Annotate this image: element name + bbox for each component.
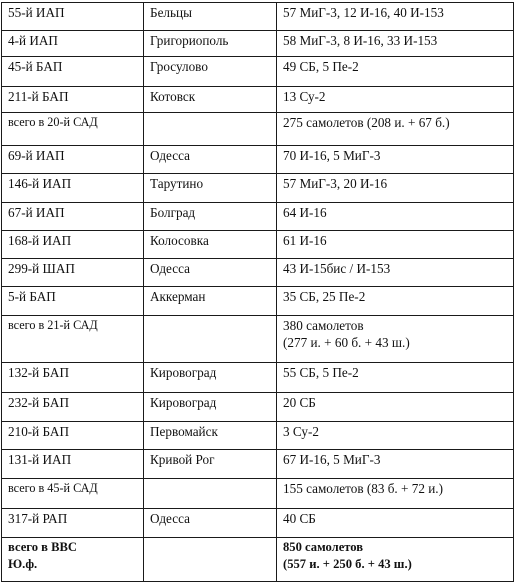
table-row — [2, 287, 514, 316]
base-cell — [144, 479, 277, 508]
aircraft-line: 43 И-15бис / И-153 — [283, 260, 391, 276]
unit-cell: всего в 45-й САД — [2, 479, 144, 508]
unit-line: Ю.ф. — [8, 556, 38, 571]
unit-cell: всего в 21-й САД — [2, 316, 144, 363]
base-cell: Аккерман — [144, 287, 277, 316]
aircraft-line: 57 МиГ-3, 20 И-16 — [283, 176, 388, 192]
unit-cell: 232-й БАП — [2, 392, 144, 421]
unit-cell: 210-й БАП — [2, 421, 144, 449]
aircraft-line: 380 самолетов — [283, 318, 364, 334]
table-row — [2, 230, 514, 258]
base-cell: Колосовка — [144, 230, 277, 258]
base-cell — [144, 316, 277, 363]
unit-cell: 45-й БАП — [2, 57, 144, 86]
aircraft-line: 3 Су-2 — [283, 423, 319, 439]
table-row — [2, 86, 514, 112]
base-cell: Тарутино — [144, 174, 277, 202]
aircraft-cell — [277, 508, 514, 537]
base-cell — [144, 537, 277, 581]
aircraft-line: 70 И-16, 5 МиГ-3 — [283, 148, 381, 164]
table-row — [2, 174, 514, 202]
aircraft-cell — [277, 202, 514, 230]
unit-cell: 4-й ИАП — [2, 31, 144, 57]
aircraft-cell — [277, 31, 514, 57]
base-cell: Кировоград — [144, 363, 277, 392]
base-cell: Одесса — [144, 508, 277, 537]
base-cell: Одесса — [144, 146, 277, 174]
aircraft-line: 55 СБ, 5 Пе-2 — [283, 365, 359, 381]
aircraft-line: 850 самолетов — [283, 539, 364, 554]
table-row — [2, 421, 514, 449]
unit-cell: 317-й РАП — [2, 508, 144, 537]
aircraft-line: 40 СБ — [283, 510, 316, 526]
base-cell: Григориополь — [144, 31, 277, 57]
unit-cell: 132-й БАП — [2, 363, 144, 392]
base-cell: Кировоград — [144, 392, 277, 421]
aircraft-cell — [277, 363, 514, 392]
subtotal-row — [2, 316, 514, 363]
aircraft-line: 67 И-16, 5 МиГ-3 — [283, 452, 381, 468]
unit-line: всего в ВВС — [8, 539, 77, 554]
aircraft-line: 35 СБ, 25 Пе-2 — [283, 289, 366, 305]
aircraft-cell — [277, 479, 514, 508]
table-row — [2, 57, 514, 86]
aircraft-cell — [277, 316, 514, 363]
aircraft-cell — [277, 174, 514, 202]
unit-cell: 211-й БАП — [2, 86, 144, 112]
unit-cell: 146-й ИАП — [2, 174, 144, 202]
table-row — [2, 450, 514, 479]
aircraft-line: 155 самолетов (83 б. + 72 и.) — [283, 481, 443, 497]
aircraft-cell — [277, 146, 514, 174]
aviation-units-table — [1, 2, 514, 582]
table-row — [2, 3, 514, 31]
table-row — [2, 146, 514, 174]
unit-cell: 168-й ИАП — [2, 230, 144, 258]
aircraft-line: 13 Су-2 — [283, 88, 326, 104]
base-cell: Бельцы — [144, 3, 277, 31]
aircraft-line: (277 и. + 60 б. + 43 ш.) — [283, 335, 410, 351]
unit-cell: 69-й ИАП — [2, 146, 144, 174]
aircraft-line: 20 СБ — [283, 394, 316, 410]
aircraft-cell — [277, 57, 514, 86]
aircraft-cell — [277, 230, 514, 258]
aircraft-line: 58 МиГ-3, 8 И-16, 33 И-153 — [283, 33, 438, 49]
base-cell: Кривой Рог — [144, 450, 277, 479]
aircraft-line: 57 МиГ-3, 12 И-16, 40 И-153 — [283, 5, 444, 20]
aircraft-cell — [277, 287, 514, 316]
table-row — [2, 392, 514, 421]
table-body — [2, 3, 514, 582]
aircraft-cell — [277, 258, 514, 286]
table-row — [2, 508, 514, 537]
base-cell — [144, 112, 277, 145]
table-row — [2, 258, 514, 286]
aircraft-line: (557 и. + 250 б. + 43 ш.) — [283, 556, 412, 571]
unit-cell: всего в 20-й САД — [2, 112, 144, 145]
aircraft-line: 61 И-16 — [283, 232, 327, 248]
base-cell: Котовск — [144, 86, 277, 112]
base-cell: Гросулово — [144, 57, 277, 86]
aircraft-cell — [277, 421, 514, 449]
base-cell: Одесса — [144, 258, 277, 286]
aircraft-line: 49 СБ, 5 Пе-2 — [283, 59, 359, 75]
unit-cell: 55-й ИАП — [2, 3, 144, 31]
aircraft-cell — [277, 450, 514, 479]
subtotal-row — [2, 479, 514, 508]
table-row — [2, 202, 514, 230]
aircraft-line: 275 самолетов (208 и. + 67 б.) — [283, 114, 450, 130]
aircraft-cell — [277, 112, 514, 145]
table-row — [2, 363, 514, 392]
aircraft-cell — [277, 537, 514, 581]
unit-cell: 67-й ИАП — [2, 202, 144, 230]
unit-cell: 299-й ШАП — [2, 258, 144, 286]
aircraft-cell — [277, 86, 514, 112]
unit-cell: 5-й БАП — [2, 287, 144, 316]
base-cell: Первомайск — [144, 421, 277, 449]
unit-cell: 131-й ИАП — [2, 450, 144, 479]
unit-cell — [2, 537, 144, 581]
subtotal-row — [2, 112, 514, 145]
aircraft-cell — [277, 3, 514, 31]
grand-total-row — [2, 537, 514, 581]
aircraft-line: 64 И-16 — [283, 204, 327, 220]
table-row — [2, 31, 514, 57]
base-cell: Болград — [144, 202, 277, 230]
aircraft-cell — [277, 392, 514, 421]
